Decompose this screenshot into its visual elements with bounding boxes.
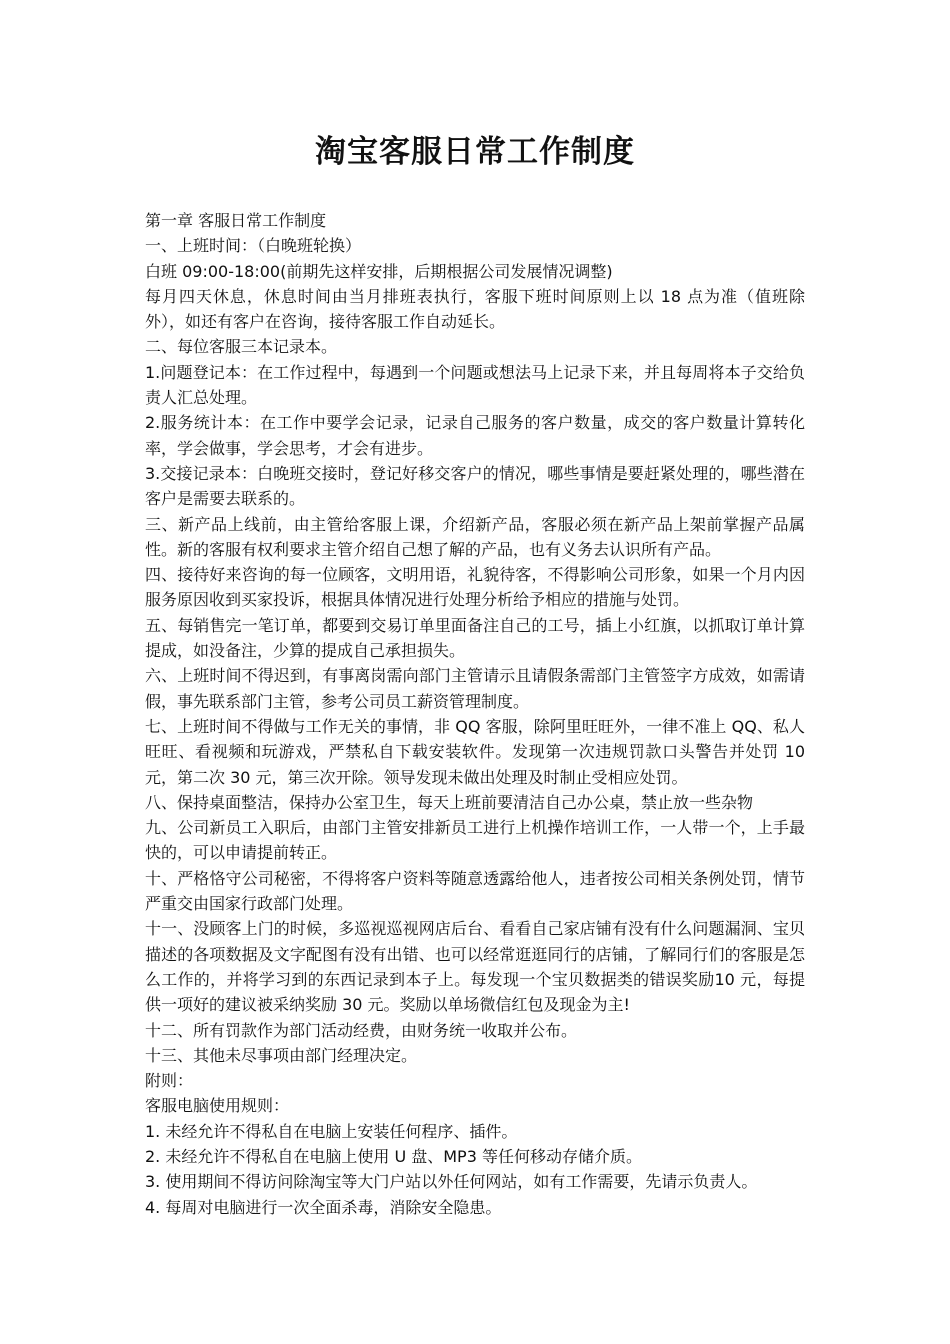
paragraph-rule-6: 六、上班时间不得迟到，有事离岗需向部门主管请示且请假条需部门主管签字方成效，如需请假，事先联系部门主管，参考公司员工薪资管理制度。 (145, 666, 805, 711)
computer-rules-heading: 客服电脑使用规则： (145, 1096, 290, 1116)
document-title: 淘宝客服日常工作制度 (315, 134, 635, 170)
paragraph-rule-5: 五、每销售完一笔订单，都要到交易订单里面备注自己的工号，插上小红旗，以抓取订单计算提成，如没备注，少算的提成自己承担损失。 (145, 615, 805, 661)
paragraph-issue-notebook: 1.问题登记本：在工作过程中，每遇到一个问题或想法马上记录下来，并且每周将本子交给负责人汇总处理。 (145, 362, 805, 408)
paragraph-rule-9: 九、公司新员工入职后，由部门主管安排新员工进行上机操作培训工作，一人带一个，上手最快的，可以申请提前转正。 (145, 818, 805, 863)
section-heading-notebooks: 二、每位客服三本记录本。 (145, 337, 338, 357)
paragraph-rule-13: 十三、其他未尽事项由部门经理决定。 (145, 1045, 418, 1065)
paragraph-handover-notebook: 3.交接记录本：白晚班交接时，登记好移交客户的情况，哪些事情是要赶紧处理的，哪些潜在客户是需要去联系的。 (145, 463, 805, 509)
section-heading-work-hours: 一、上班时间：（白晚班轮换） (145, 236, 362, 256)
paragraph-day-shift: 白班 09:00-18:00(前期先这样安排，后期根据公司发展情况调整) (145, 261, 613, 281)
paragraph-rest-days: 每月四天休息，休息时间由当月排班表执行，客服下班时间原则上以 18 点为准（值班除外），如还有客户在咨询，接待客服工作自动延长。 (145, 286, 805, 332)
paragraph-rule-4: 四、接待好来咨询的每一位顾客，文明用语，礼貌待客，不得影响公司形象，如果一个月内因服务原因收到买家投诉，根据具体情况进行处理分析给予相应的措施与处罚。 (145, 565, 805, 610)
appendix-heading: 附则： (145, 1071, 194, 1091)
paragraph-rule-12: 十二、所有罚款作为部门活动经费，由财务统一收取并公布。 (145, 1020, 578, 1040)
paragraph-rule-11: 十一、没顾客上门的时候，多巡视巡视网店后台、看看自己家店铺有没有什么问题漏洞、宝贝描述的各项数据及文字配图有没有出错、也可以经常逛逛同行的店铺，了解同行们的客服是怎么工作的，并将学习到的东西记录到本子上。每发现一个宝贝数据类的错误奖励10 元，每提供一项好的建议被采纳奖励 30 元。奖励以单场微信红包及现金为主! (145, 919, 805, 1015)
paragraph-rule-7: 七、上班时间不得做与工作无关的事情，非 QQ 客服，除阿里旺旺外，一律不准上 QQ、私人旺旺、看视频和玩游戏，严禁私自下载安装软件。发现第一次违规罚款口头警告并处罚 10 元，第二次 30 元，第三次开除。领导发现未做出处理及时制止受相应处罚。 (145, 716, 805, 787)
computer-rule-3: 3. 使用期间不得访问除淘宝等大门户站以外任何网站，如有工作需要，先请示负责人。 (145, 1172, 758, 1192)
computer-rule-2: 2. 未经允许不得私自在电脑上使用 U 盘、MP3 等任何移动存储介质。 (145, 1146, 642, 1166)
paragraph-rule-8: 八、保持桌面整洁，保持办公室卫生，每天上班前要清洁自己办公桌，禁止放一些杂物 (145, 792, 754, 812)
paragraph-rule-3: 三、新产品上线前，由主管给客服上课，介绍新产品，客服必须在新产品上架前掌握产品属性。新的客服有权利要求主管介绍自己想了解的产品，也有义务去认识所有产品。 (145, 514, 805, 559)
chapter-heading: 第一章 客服日常工作制度 (145, 211, 327, 230)
paragraph-rule-10: 十、严格恪守公司秘密，不得将客户资料等随意透露给他人，违者按公司相关条例处罚，情节严重交由国家行政部门处理。 (145, 868, 805, 914)
document-body (145, 208, 805, 1220)
paragraph-service-stats-notebook: 2.服务统计本：在工作中要学会记录，记录自己服务的客户数量，成交的客户数量计算转化率，学会做事，学会思考，才会有进步。 (145, 413, 805, 458)
computer-rule-4: 4. 每周对电脑进行一次全面杀毒，消除安全隐患。 (145, 1197, 502, 1217)
computer-rule-1: 1. 未经允许不得私自在电脑上安装任何程序、插件。 (145, 1121, 518, 1141)
